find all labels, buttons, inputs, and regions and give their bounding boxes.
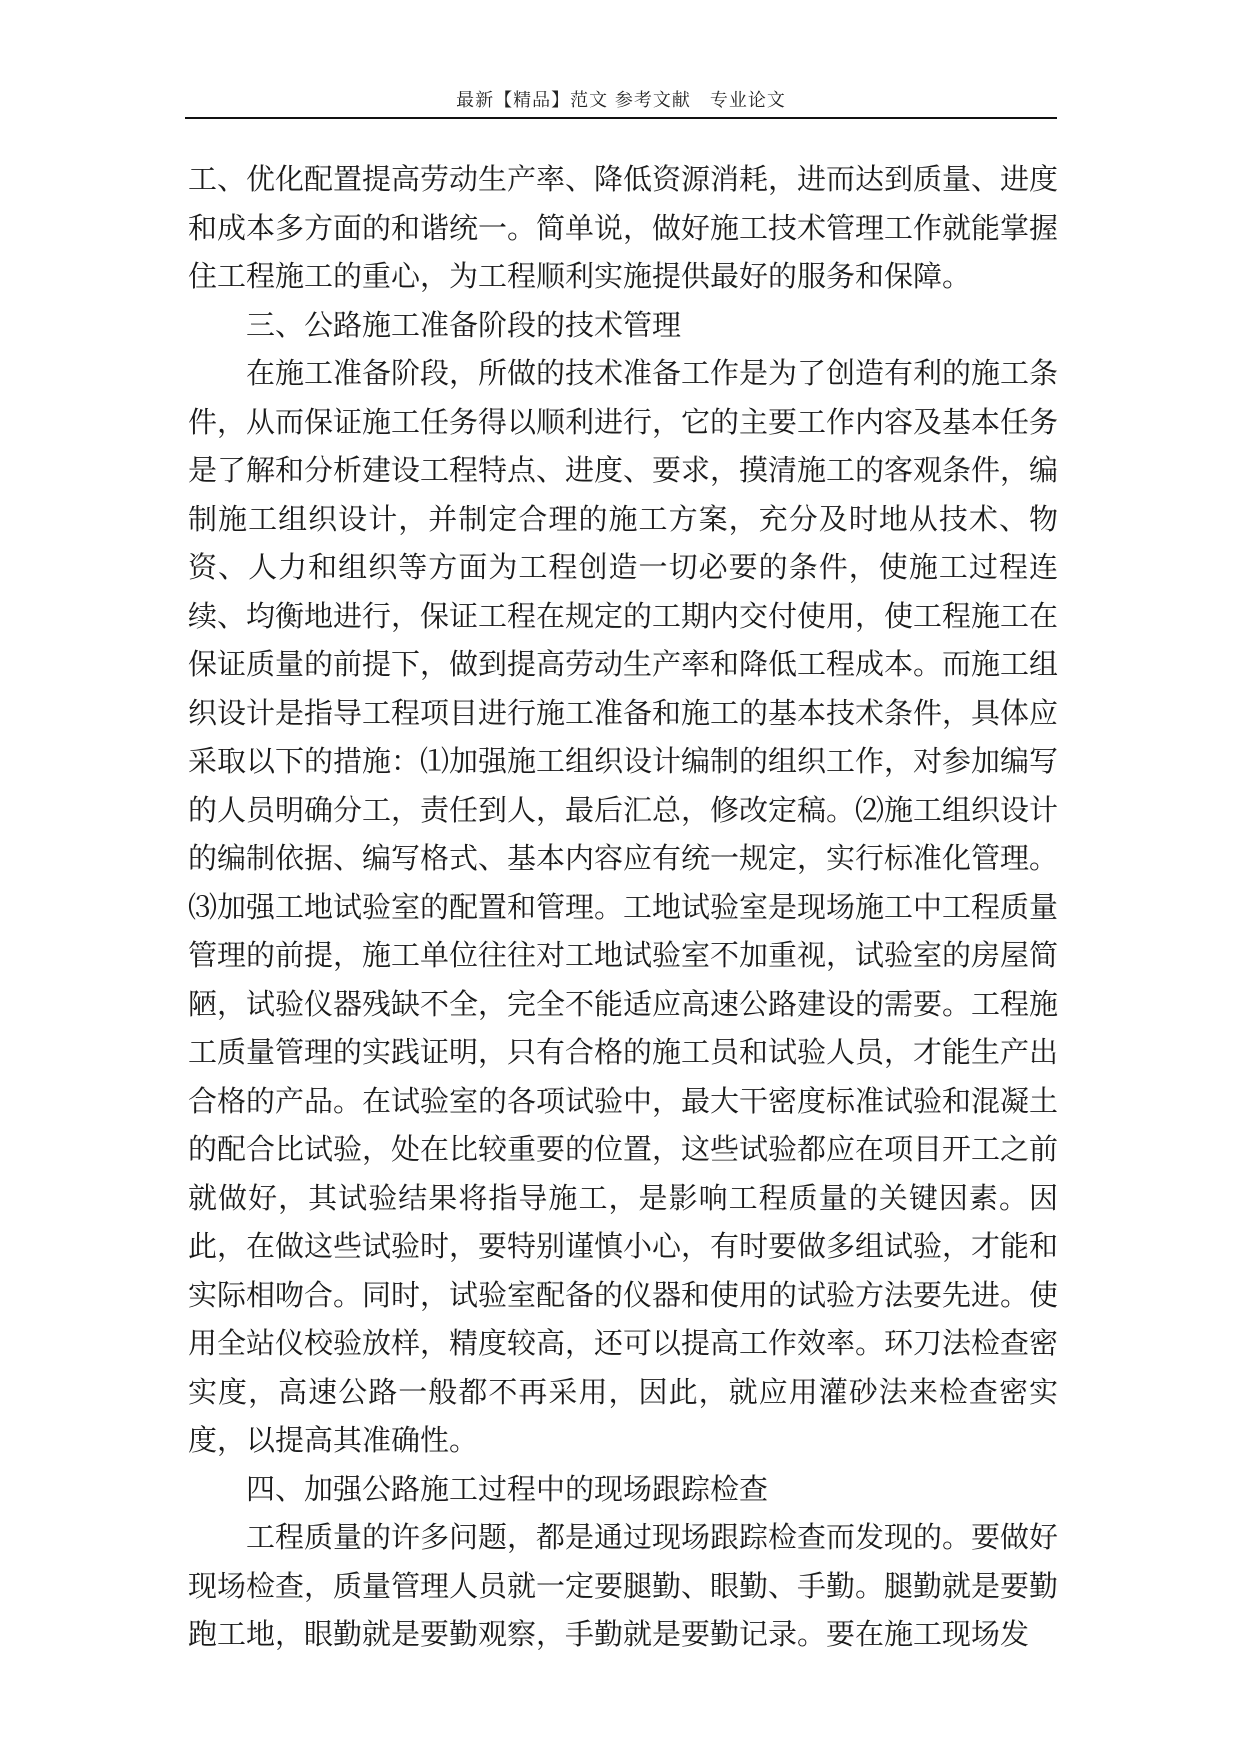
document-body xyxy=(188,155,1058,1659)
paragraph-body: 工程质量的许多问题，都是通过现场跟踪检查而发现的。要做好现场检查，质量管理人员就一定要腿勤、眼勤、手勤。腿勤就是要勤跑工地，眼勤就是要勤观察，手勤就是要勤记录。要在施工现场发 xyxy=(188,1520,1059,1651)
page-header: 最新【精品】范文 参考文献 专业论文 xyxy=(456,90,786,111)
paragraph-body: 在施工准备阶段，所做的技术准备工作是为了创造有利的施工条件，从而保证施工任务得以顺利进行，它的主要工作内容及基本任务是了解和分析建设工程特点、进度、要求，摸清施工的客观条件，编制施工组织设计，并制定合理的施工方案，充分及时地从技术、物资、人力和组织等方面为工程创造一切必要的条件，使施工过程连续、均衡地进行，保证工程在规定的工期内交付使用，使工程施工在保证质量的前提下，做到提高劳动生产率和降低工程成本。而施工组织设计是指导工程项目进行施工准备和施工的基本技术条件，具体应采取以下的措施：⑴加强施工组织设计编制的组织工作，对参加编写的人员明确分工，责任到人，最后汇总，修改定稿。⑵施工组织设计的编制依据、编写格式、基本内容应有统一规定，实行标准化管理。⑶加强工地试验室的配置和管理。工地试验室是现场施工中工程质量管理的前提，施工单位往往对工地试验室不加重视，试验室的房屋简陋，试验仪器残缺不全，完全不能适应高速公路建设的需要。工程施工质量管理的实践证明，只有合格的施工员和试验人员，才能生产出合格的产品。在试验室的各项试验中，最大干密度标准试验和混凝土的配合比试验，处在比较重要的位置，这些试验都应在项目开工之前就做好，其试验结果将指导施工，是影响工程质量的关键因素。因此，在做这些试验时，要特别谨慎小心，有时要做多组试验，才能和实际相吻合。同时，试验室配备的仪器和使用的试验方法要先进。使用全站仪校验放样，精度较高，还可以提高工作效率。环刀法检查密实度，高速公路一般都不再采用，因此，就应用灌砂法来检查密实度，以提高其准确性。 xyxy=(188,356,1059,1457)
header-divider xyxy=(185,117,1057,119)
section-heading-4: 四、加强公路施工过程中的现场跟踪检查 xyxy=(246,1471,769,1506)
paragraph-continuation: 工、优化配置提高劳动生产率、降低资源消耗，进而达到质量、进度和成本多方面的和谐统一。简单说，做好施工技术管理工作就能掌握住工程施工的重心，为工程顺利实施提供最好的服务和保障。 xyxy=(188,162,1059,293)
section-heading-3: 三、公路施工准备阶段的技术管理 xyxy=(246,307,682,342)
